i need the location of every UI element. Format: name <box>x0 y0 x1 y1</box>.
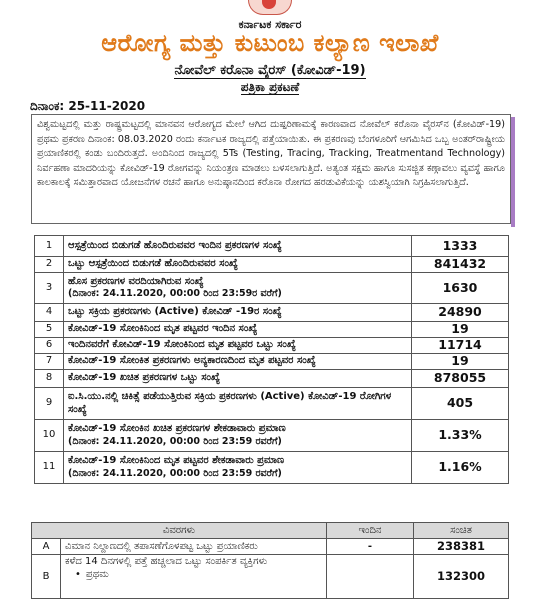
intro-paragraph: ವಿಶ್ವಮಟ್ಟದಲ್ಲಿ ಮತ್ತು ರಾಷ್ಟ್ರಮಟ್ಟದಲ್ಲಿ ಮಾನವನ ಆರೋಗ್ಯದ ಮೇಲೆ ಆಗಿದ ದುಷ್ಪರಿಣಾಮಕ್ಕೆ ಕಾರಣವಾದ ನೋವೆಲ್ ಕರೊನಾ ವೈರಸ್‌ನ (ಕೋವಿಡ್-19) ಪ್ರಥಮ ಪ್ರಕರಣ ದಿನಾಂಕ: 08.03.2020 ರಂದು ಕರ್ನಾಟಕ ರಾಜ್ಯದಲ್ಲಿ ಪತ್ತೆಯಾಯಿತು. ಈ ಪ್ರಕರಣವು ಬೆಂಗಳೂರಿಗೆ ಆಗಮಿಸಿದ ಒಬ್ಬ ಅಂತರ್‌ರಾಷ್ಟ್ರೀಯ ಪ್ರಯಾಣಿಕರಲ್ಲಿ ಕಂಡು ಬಂದಿರುತ್ತದೆ. ಅಂದಿನಿಂದ ರಾಜ್ಯದಲ್ಲಿ 5Ts (Testing, Tracing, Tracking, Treatmentand Technology) ನಿರ್ವಹಣಾ ಮಾದರಿಯನ್ನು ಕೋವಿಡ್-19 ರೋಗವನ್ನು ನಿಯಂತ್ರಣ ಮಾಡಲು ಬಳಸಲಾಗುತ್ತಿದೆ. ಅತ್ಯಂತ ಸಕ್ಷಮ ಹಾಗೂ ಸುಸಜ್ಜಿತ ಕಣ್ಗಾವಲು ವ್ಯವಸ್ಥೆ ಹಾಗೂ ಕಾಲಕಾಲಕ್ಕೆ ಸಮಿತ್ತಾರವಾದ ಯೋಜನೆಗಳ ರಚನೆ ಹಾಗೂ ಅನುಷ್ಠಾನದಿಂದ ಕರೊನಾ ರೋಗದ ಹರಡುವಿಕೆಯನ್ನು ಯಶಸ್ವಿಯಾಗಿ ನಿಗ್ರಹಿಸಲಾಗುತ್ತಿದೆ. <box>31 114 511 224</box>
header-details: ವಿವರಗಳು <box>32 523 327 539</box>
row-number: 2 <box>35 257 64 273</box>
row-label: ಐ.ಸಿ.ಯು.ನಲ್ಲಿ ಚಿಕಿತ್ಸೆ ಪಡೆಯುತ್ತಿರುವ ಸಕ್ರಿಯ ಪ್ರಕರಣಗಳು (Active) ಕೋವಿಡ್-19 ರೋಗಿಗಳ ಸಂಖ್ಯೆ <box>64 388 412 420</box>
covid-title <box>0 63 540 78</box>
row-number: 4 <box>35 304 64 322</box>
row-value: 19 <box>412 354 509 370</box>
row-value: 1.33% <box>412 420 509 452</box>
row-number: 11 <box>35 452 64 484</box>
row-label-cell <box>64 273 412 304</box>
row-value: 841432 <box>412 257 509 273</box>
row-label: ಕೋವಿಡ್-19 ಸೋಂಕಿನಿಂದ ಮೃತ ಪಟ್ಟವರ ಇಂದಿನ ಸಂಖ್ಯೆ <box>64 322 412 338</box>
row-number: 3 <box>35 273 64 304</box>
summary-today: - <box>327 539 414 555</box>
summary-label: ಕಳೆದ 14 ದಿನಗಳಲ್ಲಿ ಪತ್ತೆ ಹಚ್ಚಲಾದ ಒಟ್ಟು ಸಂಪರ್ಕಿತ ವ್ಯಕ್ತಿಗಳು <box>65 556 268 567</box>
row-value: 11714 <box>412 338 509 354</box>
summary-code: B <box>32 555 61 599</box>
table-row <box>35 273 509 304</box>
table-row <box>35 388 509 420</box>
row-value: 878055 <box>412 370 509 388</box>
press-release-text: ಪತ್ರಿಕಾ ಪ್ರಕಟಣೆ <box>240 80 300 94</box>
summary-cumulative: 238381 <box>414 539 509 555</box>
row-value: 1.16% <box>412 452 509 484</box>
intro-box-shadow <box>511 117 515 227</box>
row-sublabel: (ದಿನಾಂಕ: 24.11.2020, 00:00 ರಿಂದ 23:59 ರವರೆಗೆ) <box>68 435 282 447</box>
government-label: ಕರ್ನಾಟಕ ಸರ್ಕಾರ <box>238 18 302 31</box>
summary-cumulative: 132300 <box>414 555 509 599</box>
covid-title-text: ನೋವೆಲ್ ಕರೊನಾ ವೈರಸ್ (ಕೋವಿಡ್-19) <box>174 63 366 78</box>
table-row <box>35 420 509 452</box>
summary-header-row <box>32 523 509 539</box>
table-row <box>35 452 509 484</box>
summary-row <box>32 539 509 555</box>
summary-bullet-text: ಪ್ರಥಮ <box>85 569 109 580</box>
table-row <box>35 338 509 354</box>
release-date: ದಿನಾಂಕ: 25-11-2020 <box>30 99 146 113</box>
summary-label: ವಿಮಾನ ನಿಲ್ದಾಣದಲ್ಲಿ ತಪಾಸಣೆಗೊಳಪಟ್ಟ ಒಟ್ಟು ಪ್ರಯಾಣಿಕರು <box>61 539 327 555</box>
row-number: 8 <box>35 370 64 388</box>
table-row <box>35 257 509 273</box>
summary-table <box>31 522 509 599</box>
row-label-cell <box>64 452 412 484</box>
row-number: 1 <box>35 236 64 257</box>
row-label: ಆಸ್ಪತ್ರೆಯಿಂದ ಬಿಡುಗಡೆ ಹೊಂದಿರುವವರ ಇಂದಿನ ಪ್ರಕರಣಗಳ ಸಂಖ್ಯೆ <box>64 236 412 257</box>
row-label: ಕೋವಿಡ್-19 ಖಚಿತ ಪ್ರಕರಣಗಳ ಒಟ್ಟು ಸಂಖ್ಯೆ <box>64 370 412 388</box>
row-label: ಹೊಸ ಪ್ರಕರಣಗಳ ವರದಿಯಾಗಿರುವ ಸಂಖ್ಯೆ <box>68 275 204 287</box>
header-today: ಇಂದಿನ <box>327 523 414 539</box>
table-row <box>35 354 509 370</box>
row-value: 1333 <box>412 236 509 257</box>
row-label-cell <box>64 420 412 452</box>
table-row <box>35 370 509 388</box>
summary-label-cell <box>61 555 327 599</box>
table-row <box>35 304 509 322</box>
department-title: ಆರೋಗ್ಯ ಮತ್ತು ಕುಟುಂಬ ಕಲ್ಯಾಣ ಇಲಾಖೆ <box>101 29 439 57</box>
summary-code: A <box>32 539 61 555</box>
row-label: ಕೋವಿಡ್-19 ಸೋಂಕಿನಿಂದ ಮೃತ ಪಟ್ಟವರ ಶೇಕಡಾವಾರು ಪ್ರಮಾಣ <box>68 455 285 466</box>
press-release-label <box>0 80 540 95</box>
row-value: 405 <box>412 388 509 420</box>
table-row <box>35 236 509 257</box>
statistics-table <box>34 235 509 484</box>
row-label: ಇಂದಿನವರೆಗೆ ಕೋವಿಡ್-19 ಸೋಂಕಿನಿಂದ ಮೃತ ಪಟ್ಟವರ ಒಟ್ಟು ಸಂಖ್ಯೆ <box>64 338 412 354</box>
row-label: ಒಟ್ಟು ಸಕ್ರಿಯ ಪ್ರಕರಣಗಳು (Active) ಕೋವಿಡ್ -19ರ ಸಂಖ್ಯೆ <box>64 304 412 322</box>
row-number: 10 <box>35 420 64 452</box>
summary-bullet <box>65 568 322 581</box>
row-label: ಕೋವಿಡ್-19 ಸೋಂಕಿತ ಪ್ರಕರಣಗಳು ಅನ್ಯಕಾರಣದಿಂದ ಮೃತ ಪಟ್ಟವರ ಸಂಖ್ಯೆ <box>64 354 412 370</box>
row-value: 19 <box>412 322 509 338</box>
row-number: 9 <box>35 388 64 420</box>
row-label: ಕೋವಿಡ್-19 ಸೋಂಕಿನ ಖಚಿತ ಪ್ರಕರಣಗಳ ಶೇಕಡಾವಾರು ಪ್ರಮಾಣ <box>68 423 286 434</box>
row-number: 6 <box>35 338 64 354</box>
header-cumulative: ಸಂಚಿತ <box>414 523 509 539</box>
row-number: 5 <box>35 322 64 338</box>
summary-row <box>32 555 509 599</box>
summary-today <box>327 555 414 599</box>
row-value: 24890 <box>412 304 509 322</box>
row-label: ಒಟ್ಟು ಆಸ್ಪತ್ರೆಯಿಂದ ಬಿಡುಗಡೆ ಹೊಂದಿರುವವರ ಸಂಖ್ಯೆ <box>64 257 412 273</box>
row-sublabel: (ದಿನಾಂಕ: 24.11.2020, 00:00 ರಿಂದ 23:59 ರವರೆಗೆ) <box>68 467 282 479</box>
row-sublabel: (ದಿನಾಂಕ: 24.11.2020, 00:00 ರಿಂದ 23:59ರ ವರೆಗೆ) <box>68 288 282 299</box>
table-row <box>35 322 509 338</box>
row-number: 7 <box>35 354 64 370</box>
row-value: 1630 <box>412 273 509 304</box>
